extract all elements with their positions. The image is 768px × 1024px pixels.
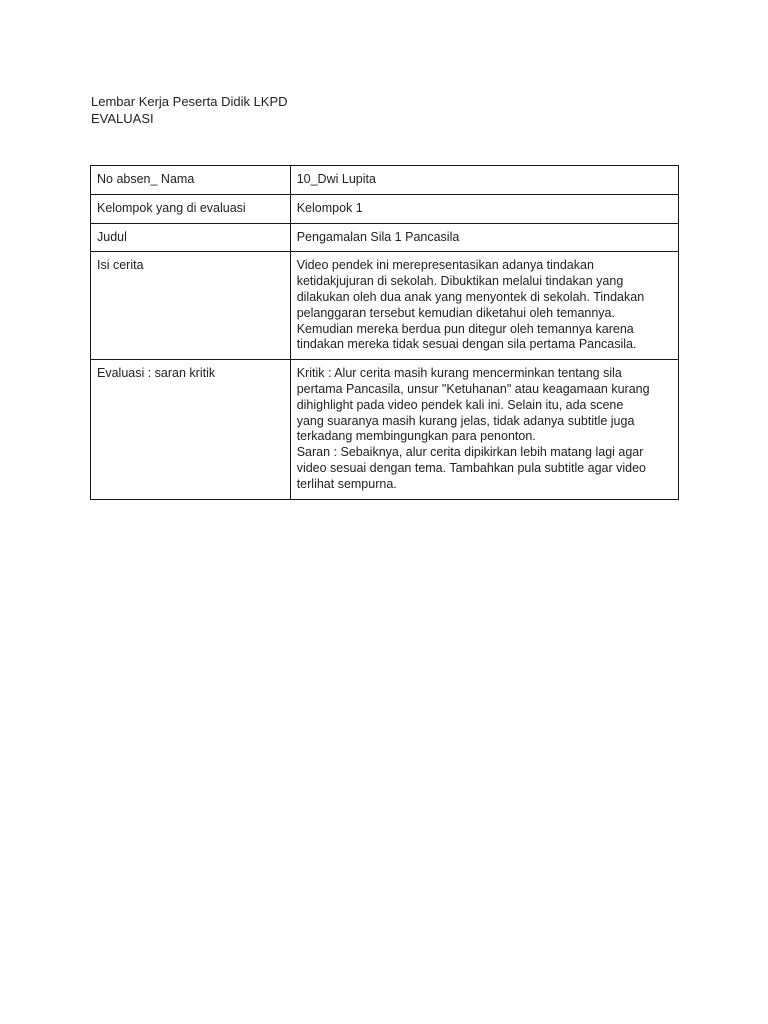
document-title: Lembar Kerja Peserta Didik LKPD [91, 94, 288, 109]
row-value [290, 252, 678, 360]
value-line: terlihat sempurna. [296, 476, 397, 491]
value-line: tindakan mereka tidak sesuai dengan sila pertama Pancasila. [296, 337, 637, 352]
row-value [290, 166, 678, 195]
value-line: dihighlight pada video pendek kali ini. Selain itu, ada scene [296, 397, 624, 412]
row-value [290, 360, 678, 499]
value-line: Video pendek ini merepresentasikan adanya tindakan [296, 258, 594, 273]
value-line: video sesuai dengan tema. Tambahkan pula subtitle agar video [296, 460, 647, 475]
row-label: Kelompok yang di evaluasi [91, 194, 291, 223]
value-line: terkadang membingungkan para penonton. [296, 429, 536, 444]
row-value [290, 194, 678, 223]
page-header [91, 93, 288, 127]
value-line: Kelompok 1 [296, 200, 363, 215]
document-subtitle: EVALUASI [91, 111, 154, 126]
value-line: dilakukan oleh dua anak yang menyontek di sekolah. Tindakan [296, 289, 645, 304]
row-value [290, 223, 678, 252]
value-line: 10_Dwi Lupita [296, 172, 376, 186]
row-label: Isi cerita [91, 252, 291, 360]
table-row [91, 223, 679, 252]
row-label: No absen_ Nama [91, 166, 291, 195]
row-label: Evaluasi : saran kritik [91, 360, 291, 499]
value-line: yang suaranya masih kurang jelas, tidak adanya subtitle juga [296, 413, 635, 428]
value-line: Pengamalan Sila 1 Pancasila [296, 229, 460, 244]
value-line: pertama Pancasila, unsur "Ketuhanan" atau keagamaan kurang [296, 381, 650, 396]
value-line: ketidakjujuran di sekolah. Dibuktikan melalui tindakan yang [296, 274, 624, 289]
value-line: Kritik : Alur cerita masih kurang mencerminkan tentang sila [296, 366, 622, 381]
table-row [91, 360, 679, 499]
evaluation-table [90, 165, 679, 500]
table-row [91, 252, 679, 360]
value-line: pelanggaran tersebut kemudian diketahui oleh temannya. [296, 305, 615, 320]
value-line: Kemudian mereka berdua pun ditegur oleh temannya karena [296, 321, 634, 336]
row-label: Judul [91, 223, 291, 252]
value-line: Saran : Sebaiknya, alur cerita dipikirkan lebih matang lagi agar [296, 445, 644, 460]
table-row [91, 166, 679, 195]
table-row [91, 194, 679, 223]
